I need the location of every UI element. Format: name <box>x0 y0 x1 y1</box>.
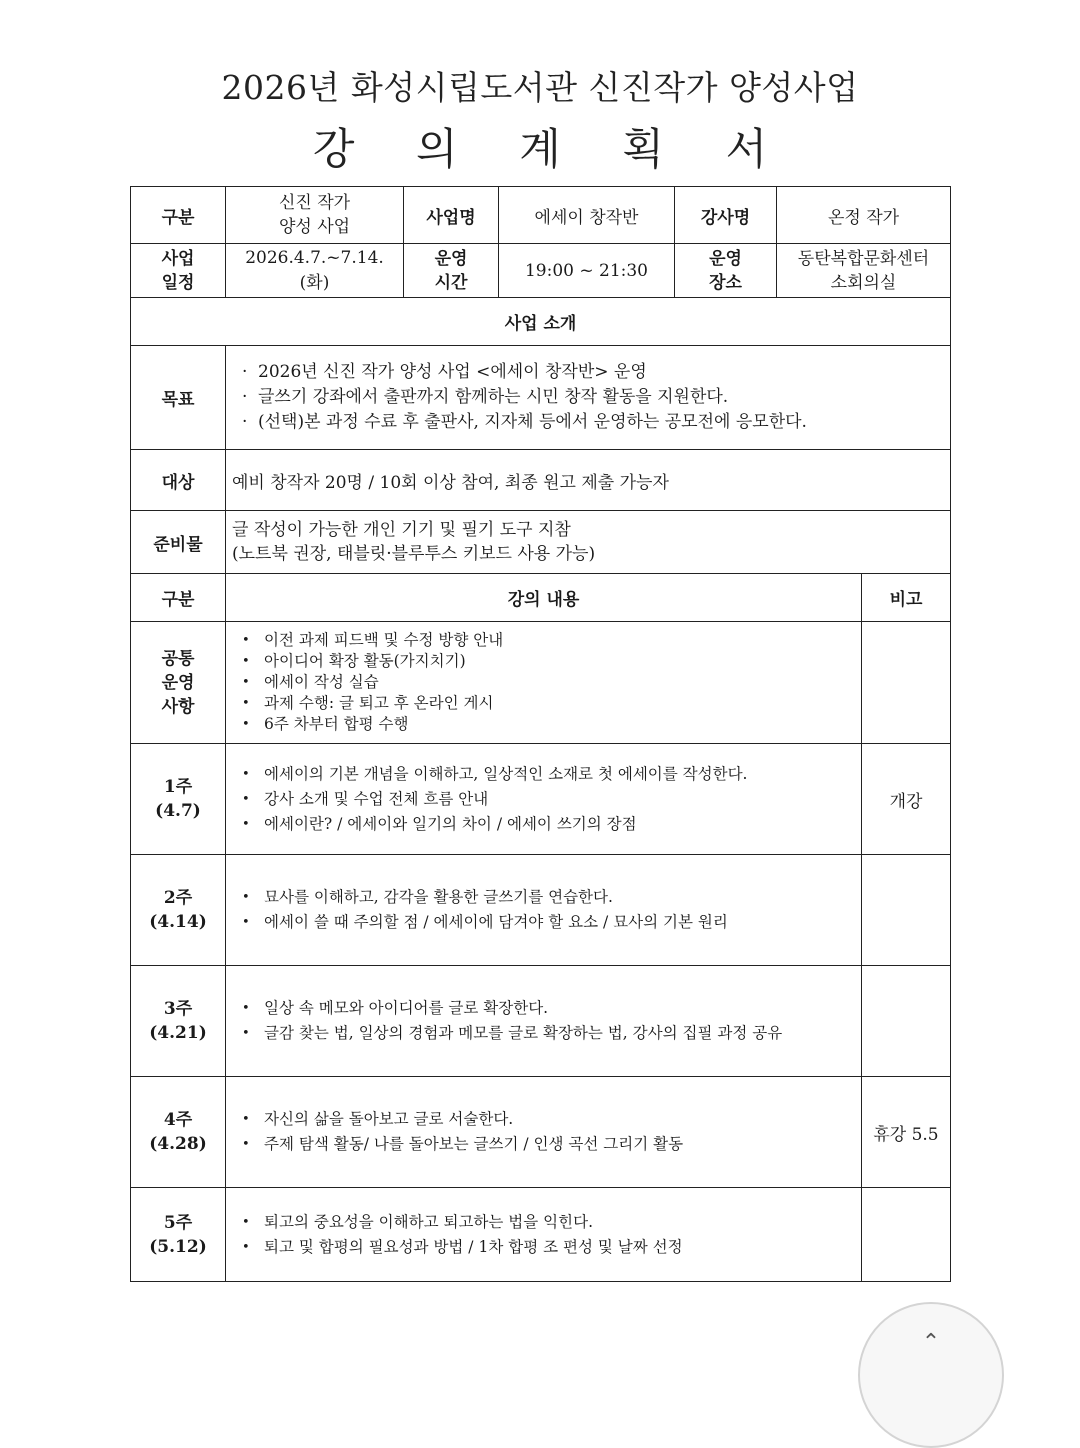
common-row <box>131 622 951 744</box>
week-label: 1주 (4.7) <box>131 744 226 855</box>
category-label: 구분 <box>131 187 226 244</box>
scroll-to-top-button[interactable] <box>858 1302 1004 1448</box>
week-label: 4주 (4.28) <box>131 1077 226 1188</box>
time-value: 19:00 ~ 21:30 <box>499 244 675 298</box>
week-content <box>226 1077 862 1188</box>
week-note: 개강 <box>862 744 951 855</box>
week-list <box>232 996 855 1046</box>
chevron-up-icon: ⌃ <box>921 1330 941 1355</box>
week-list <box>232 1107 855 1157</box>
common-item: • 아이디어 확장 활동(가지치기) <box>238 651 855 672</box>
project-value: 에세이 창작반 <box>499 187 675 244</box>
week-item: • 자신의 삶을 돌아보고 글로 서술한다. <box>238 1107 855 1132</box>
common-item: • 에세이 작성 실습 <box>238 672 855 693</box>
col-category: 구분 <box>131 574 226 622</box>
week-item: • 퇴고 및 합평의 필요성과 방법 / 1차 합평 조 편성 및 날짜 선정 <box>238 1235 855 1260</box>
target-value: 예비 창작자 20명 / 10회 이상 참여, 최종 원고 제출 가능자 <box>226 450 951 511</box>
week-note <box>862 855 951 966</box>
intro-heading-row <box>131 298 951 346</box>
place-label: 운영 장소 <box>675 244 777 298</box>
week-row <box>131 1077 951 1188</box>
week-item: • 에세이란? / 에세이와 일기의 차이 / 에세이 쓰기의 장점 <box>238 812 855 837</box>
week-item: • 퇴고의 중요성을 이해하고 퇴고하는 법을 익힌다. <box>238 1210 855 1235</box>
week-content <box>226 1188 862 1282</box>
common-item: • 6주 차부터 합평 수행 <box>238 714 855 735</box>
week-item: • 에세이의 기본 개념을 이해하고, 일상적인 소재로 첫 에세이를 작성한다. <box>238 762 855 787</box>
week-item: • 일상 속 메모와 아이디어를 글로 확장한다. <box>238 996 855 1021</box>
week-note <box>862 1188 951 1282</box>
common-item: • 이전 과제 피드백 및 수정 방향 안내 <box>238 630 855 651</box>
goal-content <box>226 346 951 450</box>
week-row <box>131 855 951 966</box>
week-item: • 글감 찾는 법, 일상의 경험과 메모를 글로 확장하는 법, 강사의 집필 과정 공유 <box>238 1021 855 1046</box>
common-note <box>862 622 951 744</box>
common-list <box>232 630 855 735</box>
week-content <box>226 966 862 1077</box>
project-label: 사업명 <box>404 187 499 244</box>
week-row <box>131 1188 951 1282</box>
intro-heading: 사업 소개 <box>131 298 951 346</box>
schedule-label: 사업 일정 <box>131 244 226 298</box>
goal-list <box>232 360 944 435</box>
common-label: 공통 운영 사항 <box>131 622 226 744</box>
week-item: • 에세이 쓸 때 주의할 점 / 에세이에 담겨야 할 요소 / 묘사의 기본 원리 <box>238 910 855 935</box>
week-label: 3주 (4.21) <box>131 966 226 1077</box>
instructor-value: 온정 작가 <box>777 187 951 244</box>
week-label: 2주 (4.14) <box>131 855 226 966</box>
place-value: 동탄복합문화센터 소회의실 <box>777 244 951 298</box>
target-row <box>131 450 951 511</box>
goal-label: 목표 <box>131 346 226 450</box>
week-item: • 묘사를 이해하고, 감각을 활용한 글쓰기를 연습한다. <box>238 885 855 910</box>
week-row <box>131 744 951 855</box>
goal-item: · (선택)본 과정 수료 후 출판사, 지자체 등에서 운영하는 공모전에 응모한다. <box>238 410 944 435</box>
instructor-label: 강사명 <box>675 187 777 244</box>
goal-item: · 글쓰기 강좌에서 출판까지 함께하는 시민 창작 활동을 지원한다. <box>238 385 944 410</box>
goal-item: · 2026년 신진 작가 양성 사업 <에세이 창작반> 운영 <box>238 360 944 385</box>
week-note: 휴강 5.5 <box>862 1077 951 1188</box>
info-row-1 <box>131 187 951 244</box>
common-content <box>226 622 862 744</box>
time-label: 운영 시간 <box>404 244 499 298</box>
week-note <box>862 966 951 1077</box>
schedule-value: 2026.4.7.~7.14.(화) <box>226 244 404 298</box>
lecture-plan-table <box>130 186 951 1282</box>
col-content: 강의 내용 <box>226 574 862 622</box>
common-item: • 과제 수행: 글 퇴고 후 온라인 게시 <box>238 693 855 714</box>
supplies-row <box>131 511 951 574</box>
supplies-label: 준비물 <box>131 511 226 574</box>
week-item: • 주제 탐색 활동/ 나를 돌아보는 글쓰기 / 인생 곡선 그리기 활동 <box>238 1132 855 1157</box>
info-row-2 <box>131 244 951 298</box>
supplies-value: 글 작성이 가능한 개인 기기 및 필기 도구 지참 (노트북 권장, 태블릿·블루투스 키보드 사용 가능) <box>226 511 951 574</box>
document-subtitle: 강 의 계 획 서 <box>312 125 792 175</box>
week-content <box>226 744 862 855</box>
week-list <box>232 885 855 935</box>
goal-row <box>131 346 951 450</box>
target-label: 대상 <box>131 450 226 511</box>
week-label: 5주 (5.12) <box>131 1188 226 1282</box>
col-note: 비고 <box>862 574 951 622</box>
week-list <box>232 1210 855 1260</box>
category-value: 신진 작가 양성 사업 <box>226 187 404 244</box>
week-item: • 강사 소개 및 수업 전체 흐름 안내 <box>238 787 855 812</box>
document-title: 2026년 화성시립도서관 신진작가 양성사업 <box>221 68 859 107</box>
week-row <box>131 966 951 1077</box>
week-content <box>226 855 862 966</box>
week-list <box>232 762 855 837</box>
schedule-header-row <box>131 574 951 622</box>
